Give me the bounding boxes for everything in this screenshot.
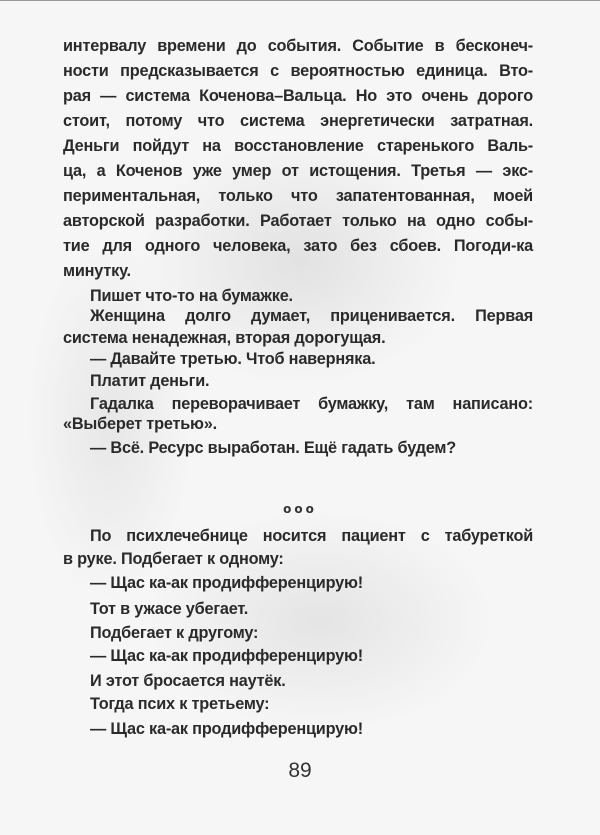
text-line: минутку. bbox=[63, 262, 131, 280]
text-line: рая — система Коченова–Вальца. Но это очень дорого bbox=[63, 87, 533, 105]
text-line: интервалу времени до события. Событие в бесконеч- bbox=[63, 37, 533, 55]
text-line: Тот в ужасе убегает. bbox=[90, 600, 249, 618]
text-line: авторской разработки. Работает только на одно собы- bbox=[63, 212, 533, 230]
text-line: периментальная, только что запатентованная, моей bbox=[63, 187, 533, 205]
text-line: стоит, потому что система энергетически затратная. bbox=[63, 112, 533, 130]
text-line: в руке. Подбегает к одному: bbox=[63, 550, 284, 568]
text-line: система ненадежная, вторая дорогущая. bbox=[63, 329, 386, 347]
text-line: Подбегает к другому: bbox=[90, 624, 259, 642]
text-line: — Щас ка-ак продифференцирую! bbox=[90, 720, 363, 738]
text-line: тие для одного человека, зато без сбоев. Погоди-ка bbox=[63, 237, 533, 255]
text-line: Платит деньги. bbox=[90, 372, 210, 390]
text-line: — Давайте третью. Чтоб наверняка. bbox=[90, 350, 376, 368]
text-line: ца, а Коченов уже умер от истощения. Третья — экс- bbox=[63, 162, 533, 180]
section-separator: ooo bbox=[283, 502, 317, 516]
text-line: Гадалка переворачивает бумажку, там написано: bbox=[90, 395, 533, 413]
text-line: Тогда псих к третьему: bbox=[90, 695, 270, 713]
text-line: Деньги пойдут на восстановление старенького Валь- bbox=[63, 137, 533, 155]
text-line: — Всё. Ресурс выработан. Ещё гадать будем? bbox=[90, 439, 457, 457]
text-line: Пишет что-то на бумажке. bbox=[90, 287, 293, 305]
text-line: ности предсказывается с вероятностью единица. Вто- bbox=[63, 62, 533, 80]
text-line: По психлечебнице носится пациент с табуреткой bbox=[90, 527, 533, 545]
page-number: 89 bbox=[288, 759, 312, 782]
text-line: Женщина долго думает, прицениваeтся. Первая bbox=[90, 307, 533, 325]
text-line: — Щас ка-ак продифференцирую! bbox=[90, 574, 363, 592]
text-line: — Щас ка-ак продифференцирую! bbox=[90, 647, 363, 665]
text-line: И этот бросается наутёк. bbox=[90, 672, 286, 690]
text-line: «Выберет третью». bbox=[63, 415, 217, 433]
